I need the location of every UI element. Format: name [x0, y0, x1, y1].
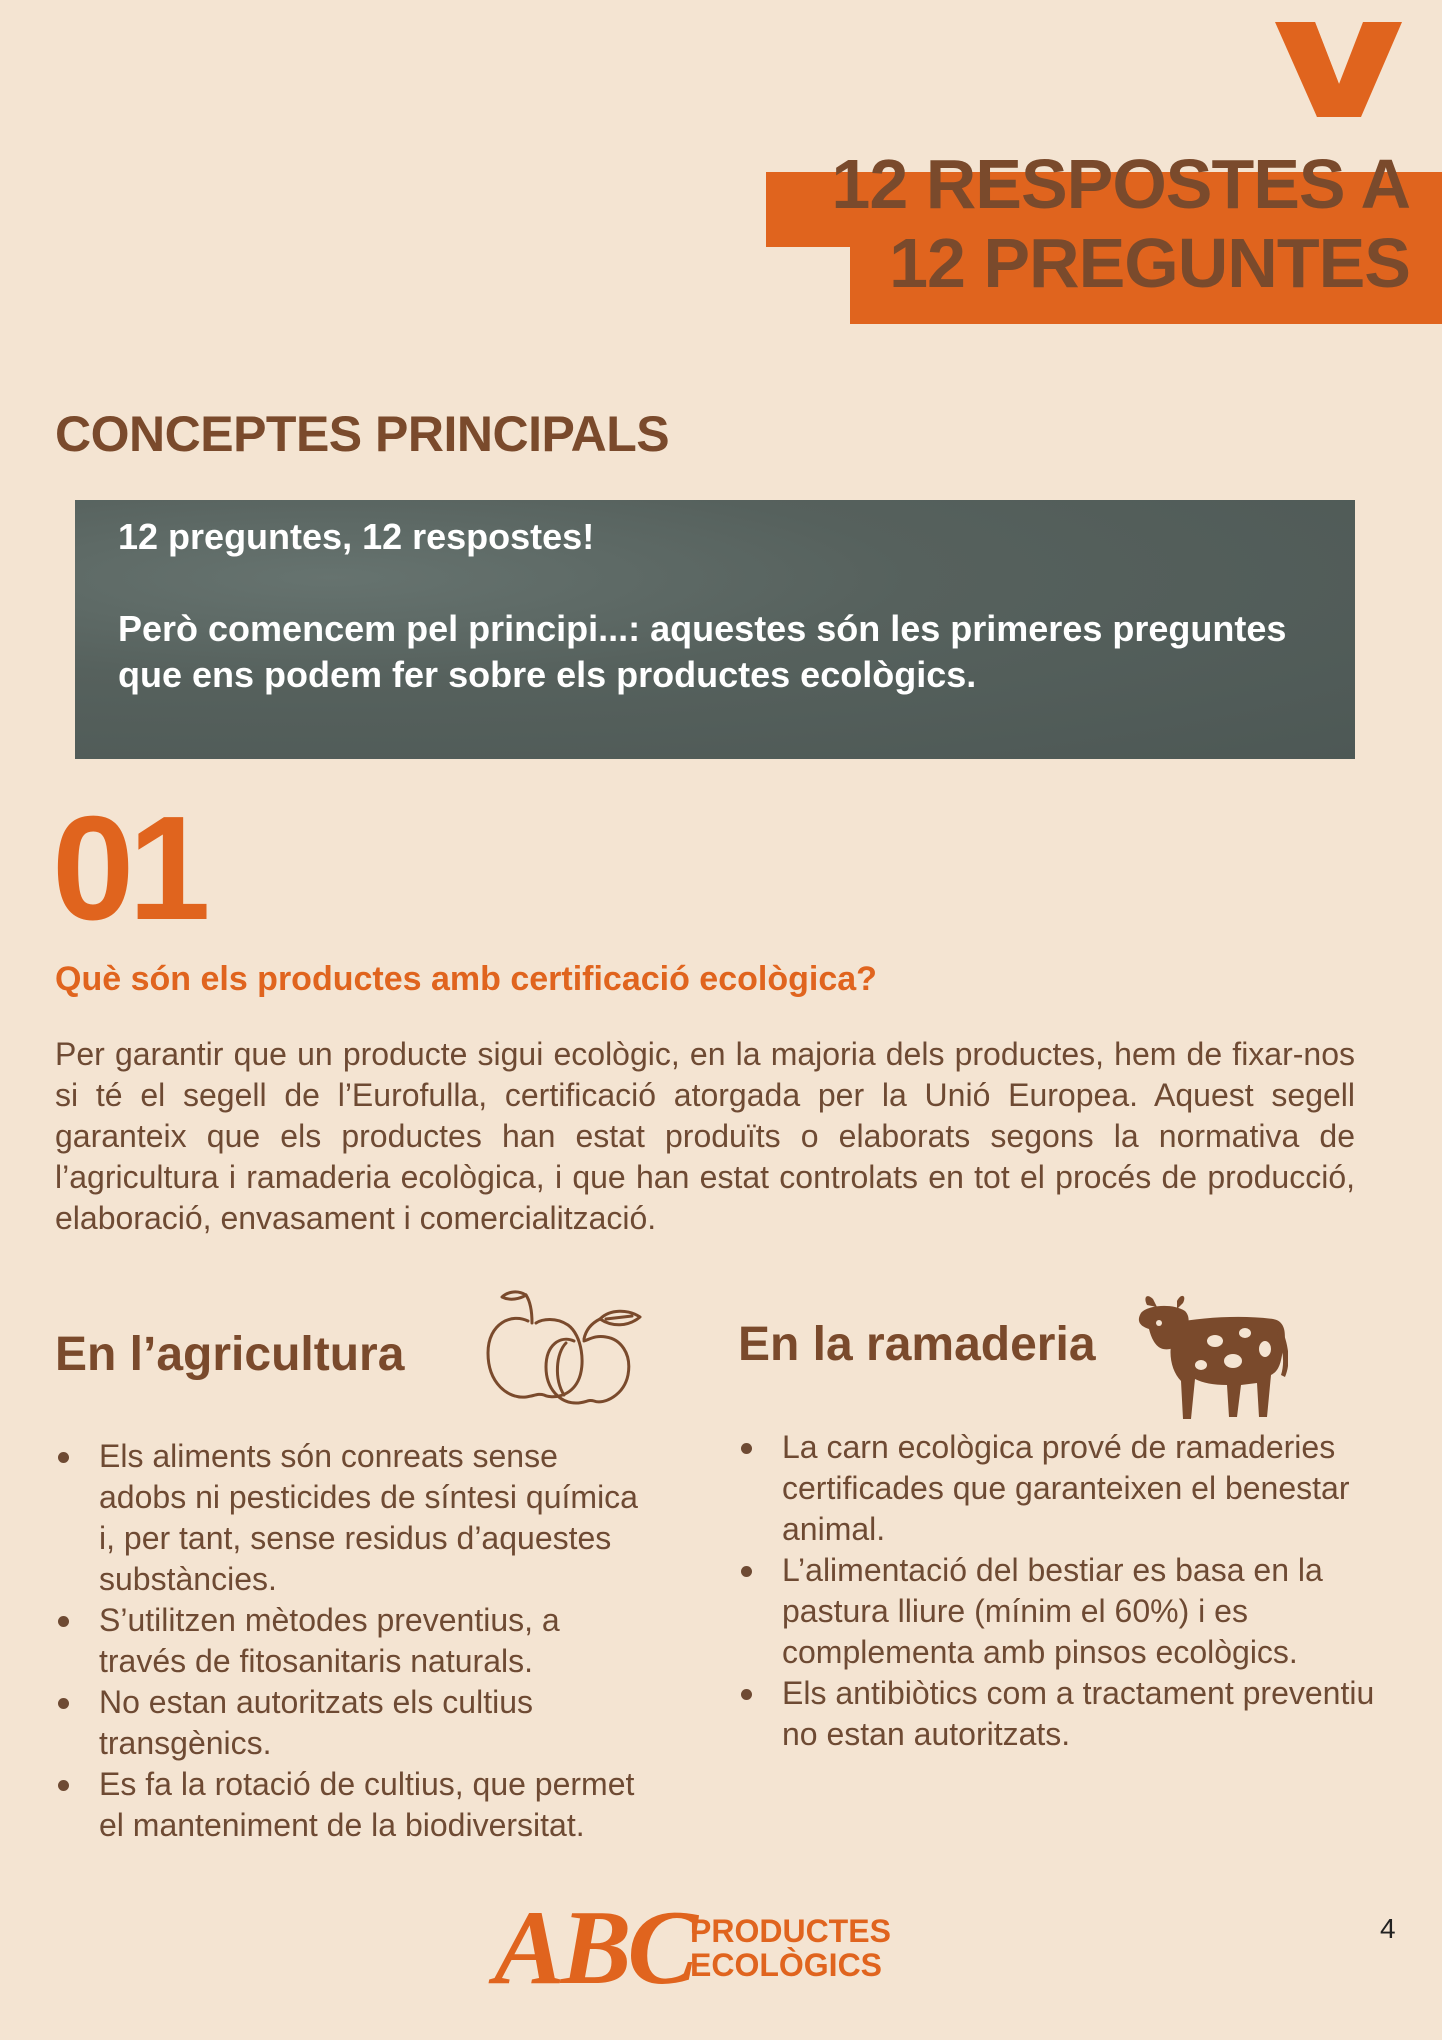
header-title-line1: 12 RESPOSTES A	[831, 145, 1410, 223]
intro-box	[75, 500, 1355, 759]
abc-logo-line2: ECOLÒGICS	[690, 1947, 883, 1983]
question-number: 01	[52, 786, 205, 951]
list-item: Els aliments són conreats sense adobs ni pesticides de síntesi química i, per tant, sense residus d’aquestes substàncies.	[55, 1436, 645, 1600]
abc-logo: ABC	[494, 1889, 695, 2006]
section-title: CONCEPTES PRINCIPALS	[55, 406, 670, 462]
apple-icon	[482, 1283, 652, 1409]
page-number: 4	[1380, 1913, 1396, 1944]
question-title: Què són els productes amb certificació ecològica?	[55, 960, 877, 998]
list-item: No estan autoritzats els cultius transgènics.	[55, 1682, 645, 1764]
list-item: Els antibiòtics com a tractament preventiu no estan autoritzats.	[738, 1673, 1378, 1755]
intro-box-line1: 12 preguntes, 12 respostes!	[118, 516, 595, 557]
list-item: Es fa la rotació de cultius, que permet el manteniment de la biodiversitat.	[55, 1764, 645, 1846]
intro-box-line2: Però comencem pel principi...: aquestes són les primeres preguntes que ens podem fer sobre els productes ecològics.	[118, 608, 1287, 695]
cow-icon	[1133, 1293, 1288, 1425]
abc-logo-line1: PRODUCTES	[690, 1913, 891, 1949]
list-item: La carn ecològica prové de ramaderies certificades que garanteixen el benestar animal.	[738, 1427, 1378, 1550]
abc-logo-subtitle	[690, 1914, 891, 1982]
livestock-title: En la ramaderia	[738, 1318, 1096, 1371]
list-item: L’alimentació del bestiar es basa en la pastura lliure (mínim el 60%) i es complementa amb pinsos ecològics.	[738, 1550, 1378, 1673]
v-logo-icon	[1275, 22, 1402, 117]
agriculture-title: En l’agricultura	[55, 1328, 405, 1381]
list-item: S’utilitzen mètodes preventius, a través de fitosanitaris naturals.	[55, 1600, 645, 1682]
livestock-list	[738, 1427, 1378, 1755]
header-title-line2: 12 PREGUNTES	[889, 224, 1410, 302]
agriculture-list	[55, 1436, 645, 1846]
question-body: Per garantir que un producte sigui ecològic, en la majoria dels productes, hem de fixar-nos si té el segell de l’Eurofulla, certificació atorgada per la Unió Europea. Aquest segell garanteix que els productes han estat produïts o elaborats segons la normativa de l’agricultura i ramaderia ecològica, i que han estat controlats en tot el procés de producció, elaboració, envasament i comercialització.	[55, 1036, 1355, 1236]
